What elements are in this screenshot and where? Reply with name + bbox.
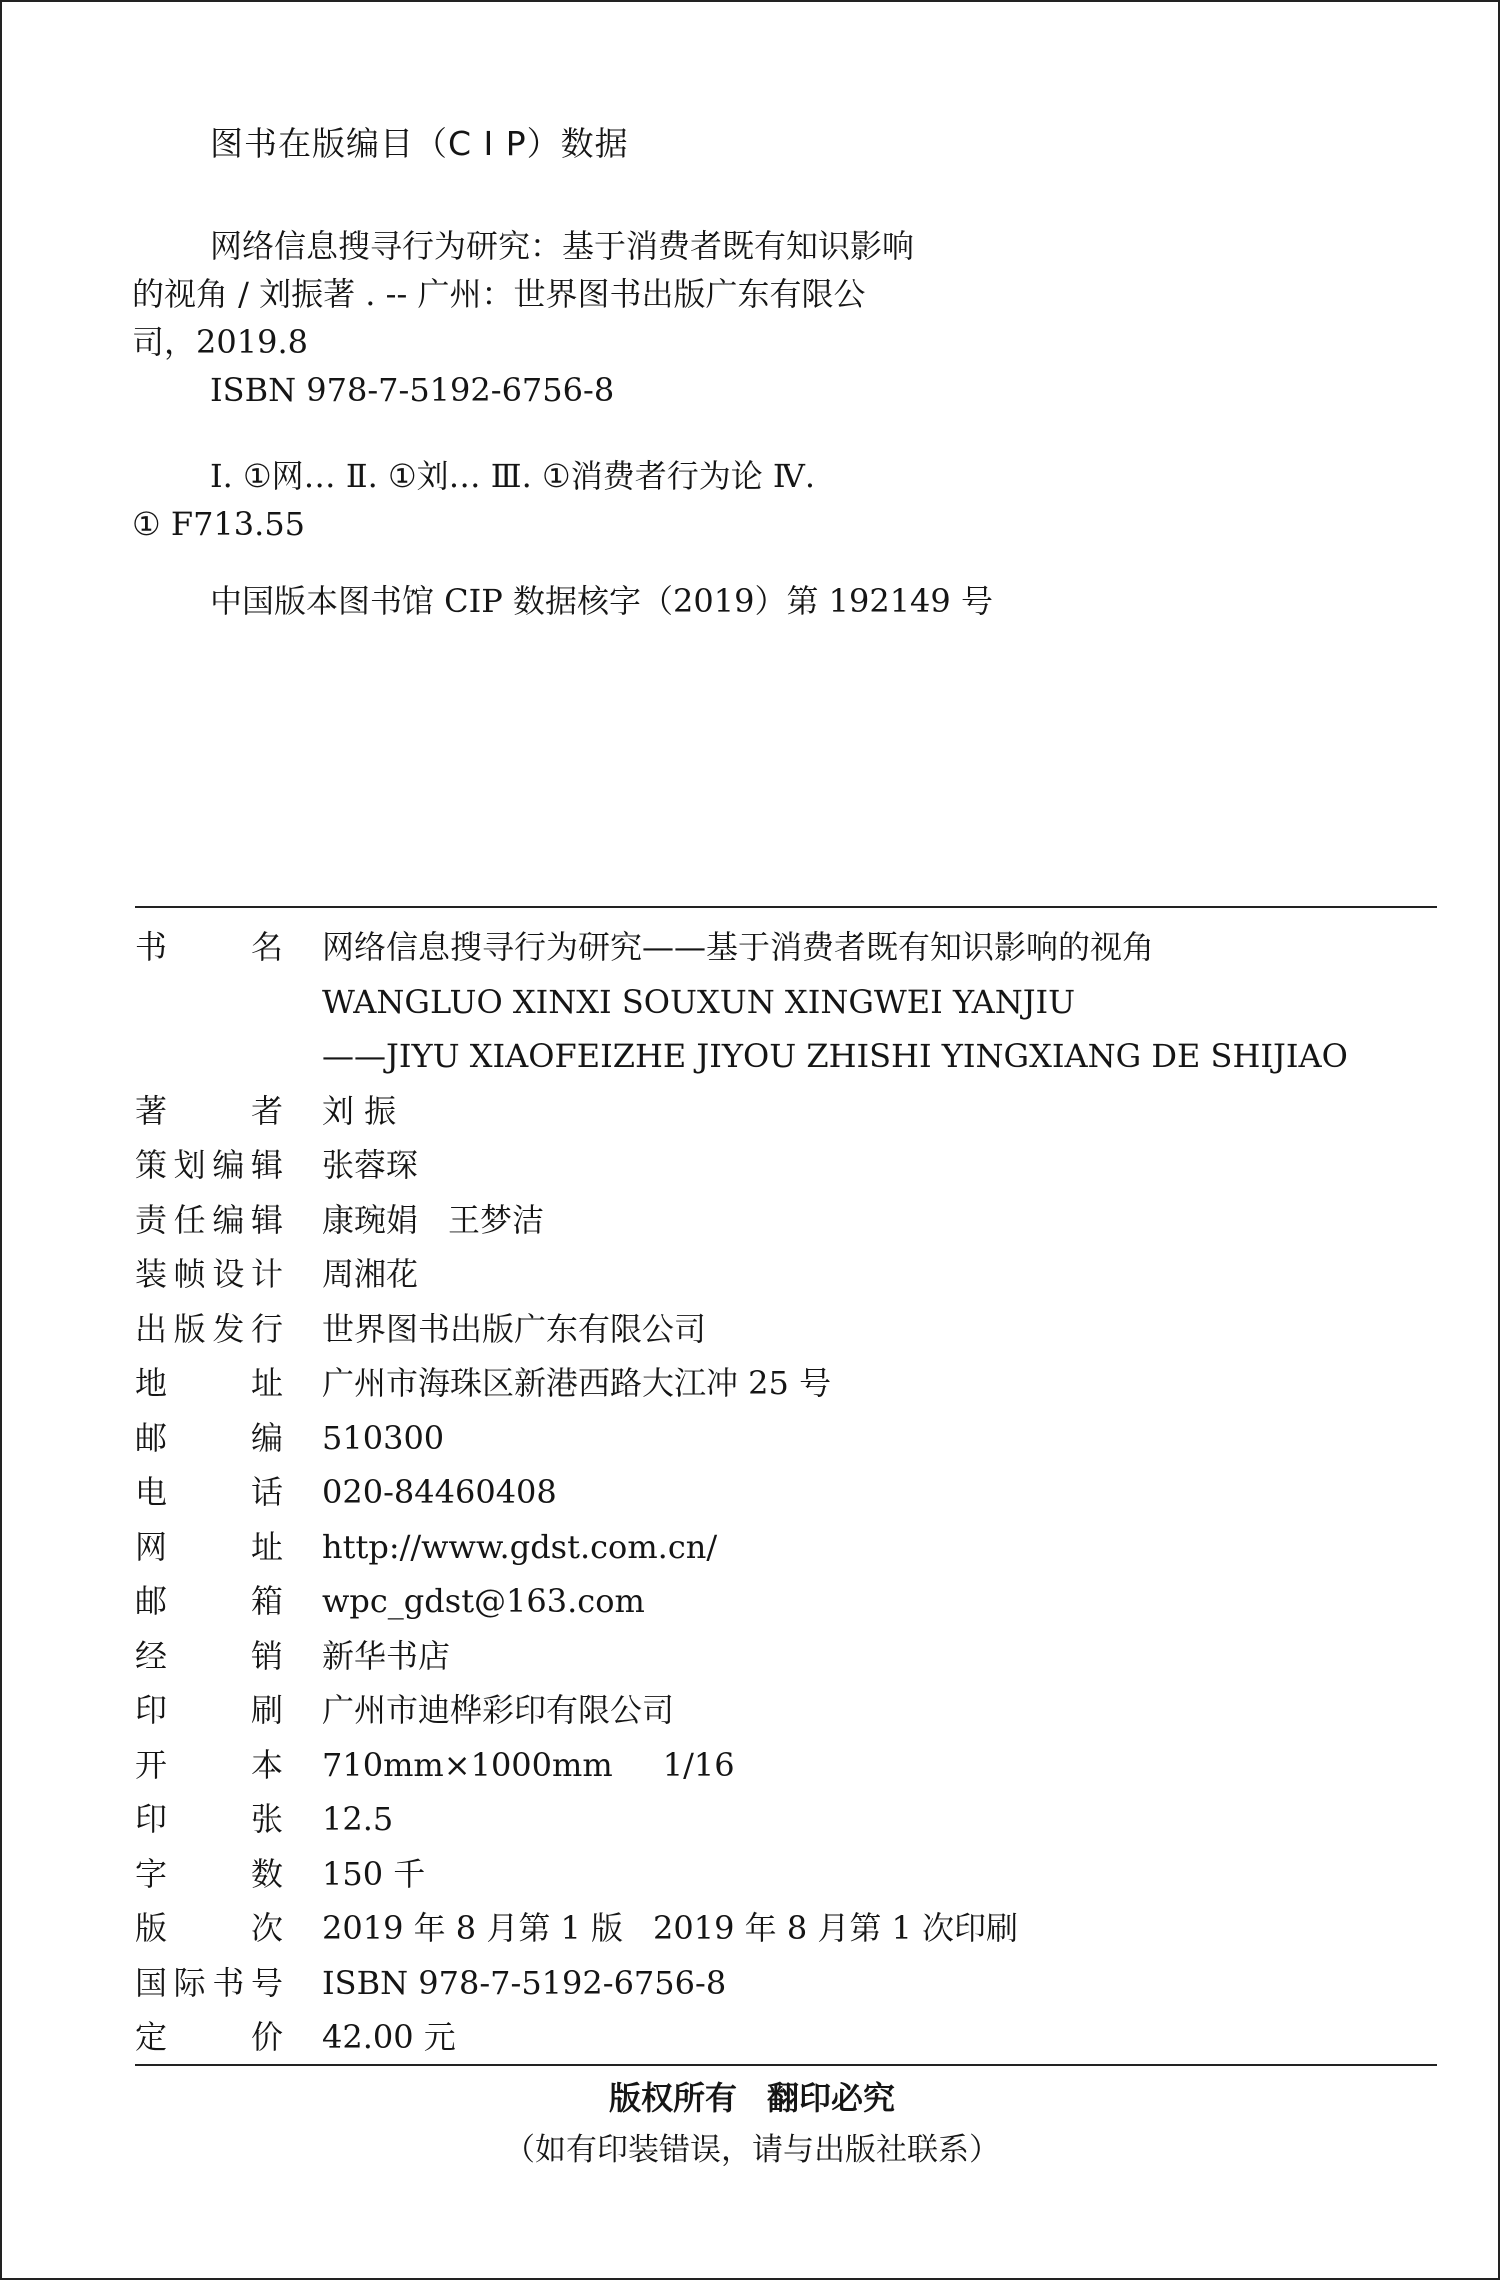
colophon-value: ISBN 978-7-5192-6756-8 <box>322 1963 727 2002</box>
divider-top <box>135 906 1437 908</box>
colophon-row-edition <box>135 1901 1435 1956</box>
colophon-value: 020-84460408 <box>322 1473 557 1511</box>
colophon-row-responsible-editor <box>135 1193 1435 1248</box>
misprint-notice: （如有印装错误，请与出版社联系） <box>504 2132 1000 2168</box>
cip-classification-line: ① F713.55 <box>132 505 306 543</box>
colophon-row-price <box>135 2010 1435 2065</box>
colophon-value: wpc_gdst@163.com <box>322 1582 645 1620</box>
colophon-label: 书名 <box>135 928 285 966</box>
colophon-value-part: 2019 年 8 月第 1 版 <box>322 1909 624 1947</box>
colophon-row-author <box>135 1084 1435 1139</box>
colophon-value: 网络信息搜寻行为研究——基于消费者既有知识影响的视角 <box>322 928 1155 966</box>
colophon-value: 42.00 元 <box>322 2018 456 2056</box>
colophon-value <box>322 1738 735 1793</box>
colophon-value-part: 710mm×1000mm <box>322 1745 613 1784</box>
cip-entry <box>132 222 1012 414</box>
colophon-value: http://www.gdst.com.cn/ <box>322 1527 718 1566</box>
colophon-value: 张蓉琛 <box>322 1146 419 1184</box>
colophon-label: 电话 <box>135 1473 285 1511</box>
colophon-value: 广州市迪桦彩印有限公司 <box>322 1691 675 1729</box>
colophon-row-phone <box>135 1465 1435 1520</box>
colophon-label: 国际书号 <box>135 1963 285 2002</box>
colophon-label: 邮编 <box>135 1418 285 1457</box>
colophon-label: 版次 <box>135 1909 285 1947</box>
cip-heading: 图书在版编目（C I P）数据 <box>210 124 629 163</box>
colophon-value: 150 千 <box>322 1854 426 1893</box>
colophon-value: 周湘花 <box>322 1255 419 1293</box>
divider-bottom <box>135 2064 1437 2066</box>
colophon-label: 经销 <box>135 1636 285 1675</box>
colophon-value <box>322 1193 544 1248</box>
colophon-row-postcode <box>135 1411 1435 1466</box>
colophon-value-part: 王梦洁 <box>448 1200 545 1239</box>
cip-line: 的视角 / 刘振著 . -- 广州：世界图书出版广东有限公 <box>132 275 866 313</box>
colophon-label: 印刷 <box>135 1691 285 1729</box>
colophon-value-part: 康琬娟 <box>322 1200 419 1239</box>
colophon-row-format <box>135 1738 1435 1793</box>
colophon-row-title <box>135 920 1435 975</box>
colophon-row-design <box>135 1247 1435 1302</box>
colophon-value-part: 1/16 <box>662 1745 735 1784</box>
colophon-row-sheets <box>135 1792 1435 1847</box>
colophon-label: 策划编辑 <box>135 1146 285 1184</box>
cip-line: 司，2019.8 <box>132 323 308 361</box>
colophon-row-printer <box>135 1683 1435 1738</box>
colophon-row-address <box>135 1356 1435 1411</box>
colophon-value: 世界图书出版广东有限公司 <box>322 1309 707 1348</box>
colophon-label: 字数 <box>135 1854 285 1893</box>
colophon-table <box>135 920 1435 2065</box>
colophon-value: 新华书店 <box>322 1636 451 1675</box>
colophon-value: 刘 振 <box>322 1091 397 1130</box>
colophon-row-website <box>135 1520 1435 1575</box>
colophon-row-subtitle-pinyin <box>135 1029 1435 1084</box>
colophon-label: 开本 <box>135 1745 285 1784</box>
colophon-label: 邮箱 <box>135 1582 285 1620</box>
colophon-value: 510300 <box>322 1418 445 1457</box>
colophon-row-distributor <box>135 1629 1435 1684</box>
colophon-value: 广州市海珠区新港西路大江冲 25 号 <box>322 1364 832 1402</box>
rights-reserved: 版权所有 <box>608 2079 737 2117</box>
colophon-label: 地址 <box>135 1364 285 1402</box>
colophon-label: 装帧设计 <box>135 1255 285 1293</box>
colophon-row-word-count <box>135 1847 1435 1902</box>
colophon-value <box>322 1901 1018 1956</box>
cip-isbn: ISBN 978-7-5192-6756-8 <box>210 371 615 409</box>
colophon-label: 定价 <box>135 2018 285 2056</box>
colophon-row-email <box>135 1574 1435 1629</box>
colophon-row-title-pinyin <box>135 975 1435 1030</box>
copyright-statement <box>2 2074 1500 2122</box>
colophon-label: 出版发行 <box>135 1309 285 1348</box>
colophon-label: 印张 <box>135 1800 285 1838</box>
colophon-row-planning-editor <box>135 1138 1435 1193</box>
cip-line: 网络信息搜寻行为研究：基于消费者既有知识影响 <box>210 227 915 265</box>
cip-classification-line: Ⅰ. ①网… Ⅱ. ①刘… Ⅲ. ①消费者行为论 Ⅳ. <box>210 457 816 495</box>
cip-record-number: 中国版本图书馆 CIP 数据核字（2019）第 192149 号 <box>210 582 993 620</box>
colophon-label: 著者 <box>135 1091 285 1130</box>
colophon-value: 12.5 <box>322 1800 394 1838</box>
colophon-value: ——JIYU XIAOFEIZHE JIYOU ZHISHI YINGXIANG DE SHIJIAO <box>322 1037 1348 1075</box>
piracy-notice: 翻印必究 <box>767 2079 896 2117</box>
cip-classification <box>132 452 815 548</box>
colophon-label: 责任编辑 <box>135 1200 285 1239</box>
colophon-row-isbn <box>135 1956 1435 2011</box>
colophon-row-publisher <box>135 1302 1435 1357</box>
colophon-value: WANGLUO XINXI SOUXUN XINGWEI YANJIU <box>322 982 1076 1021</box>
colophon-value-part: 2019 年 8 月第 1 次印刷 <box>653 1909 1019 1947</box>
colophon-label: 网址 <box>135 1527 285 1566</box>
